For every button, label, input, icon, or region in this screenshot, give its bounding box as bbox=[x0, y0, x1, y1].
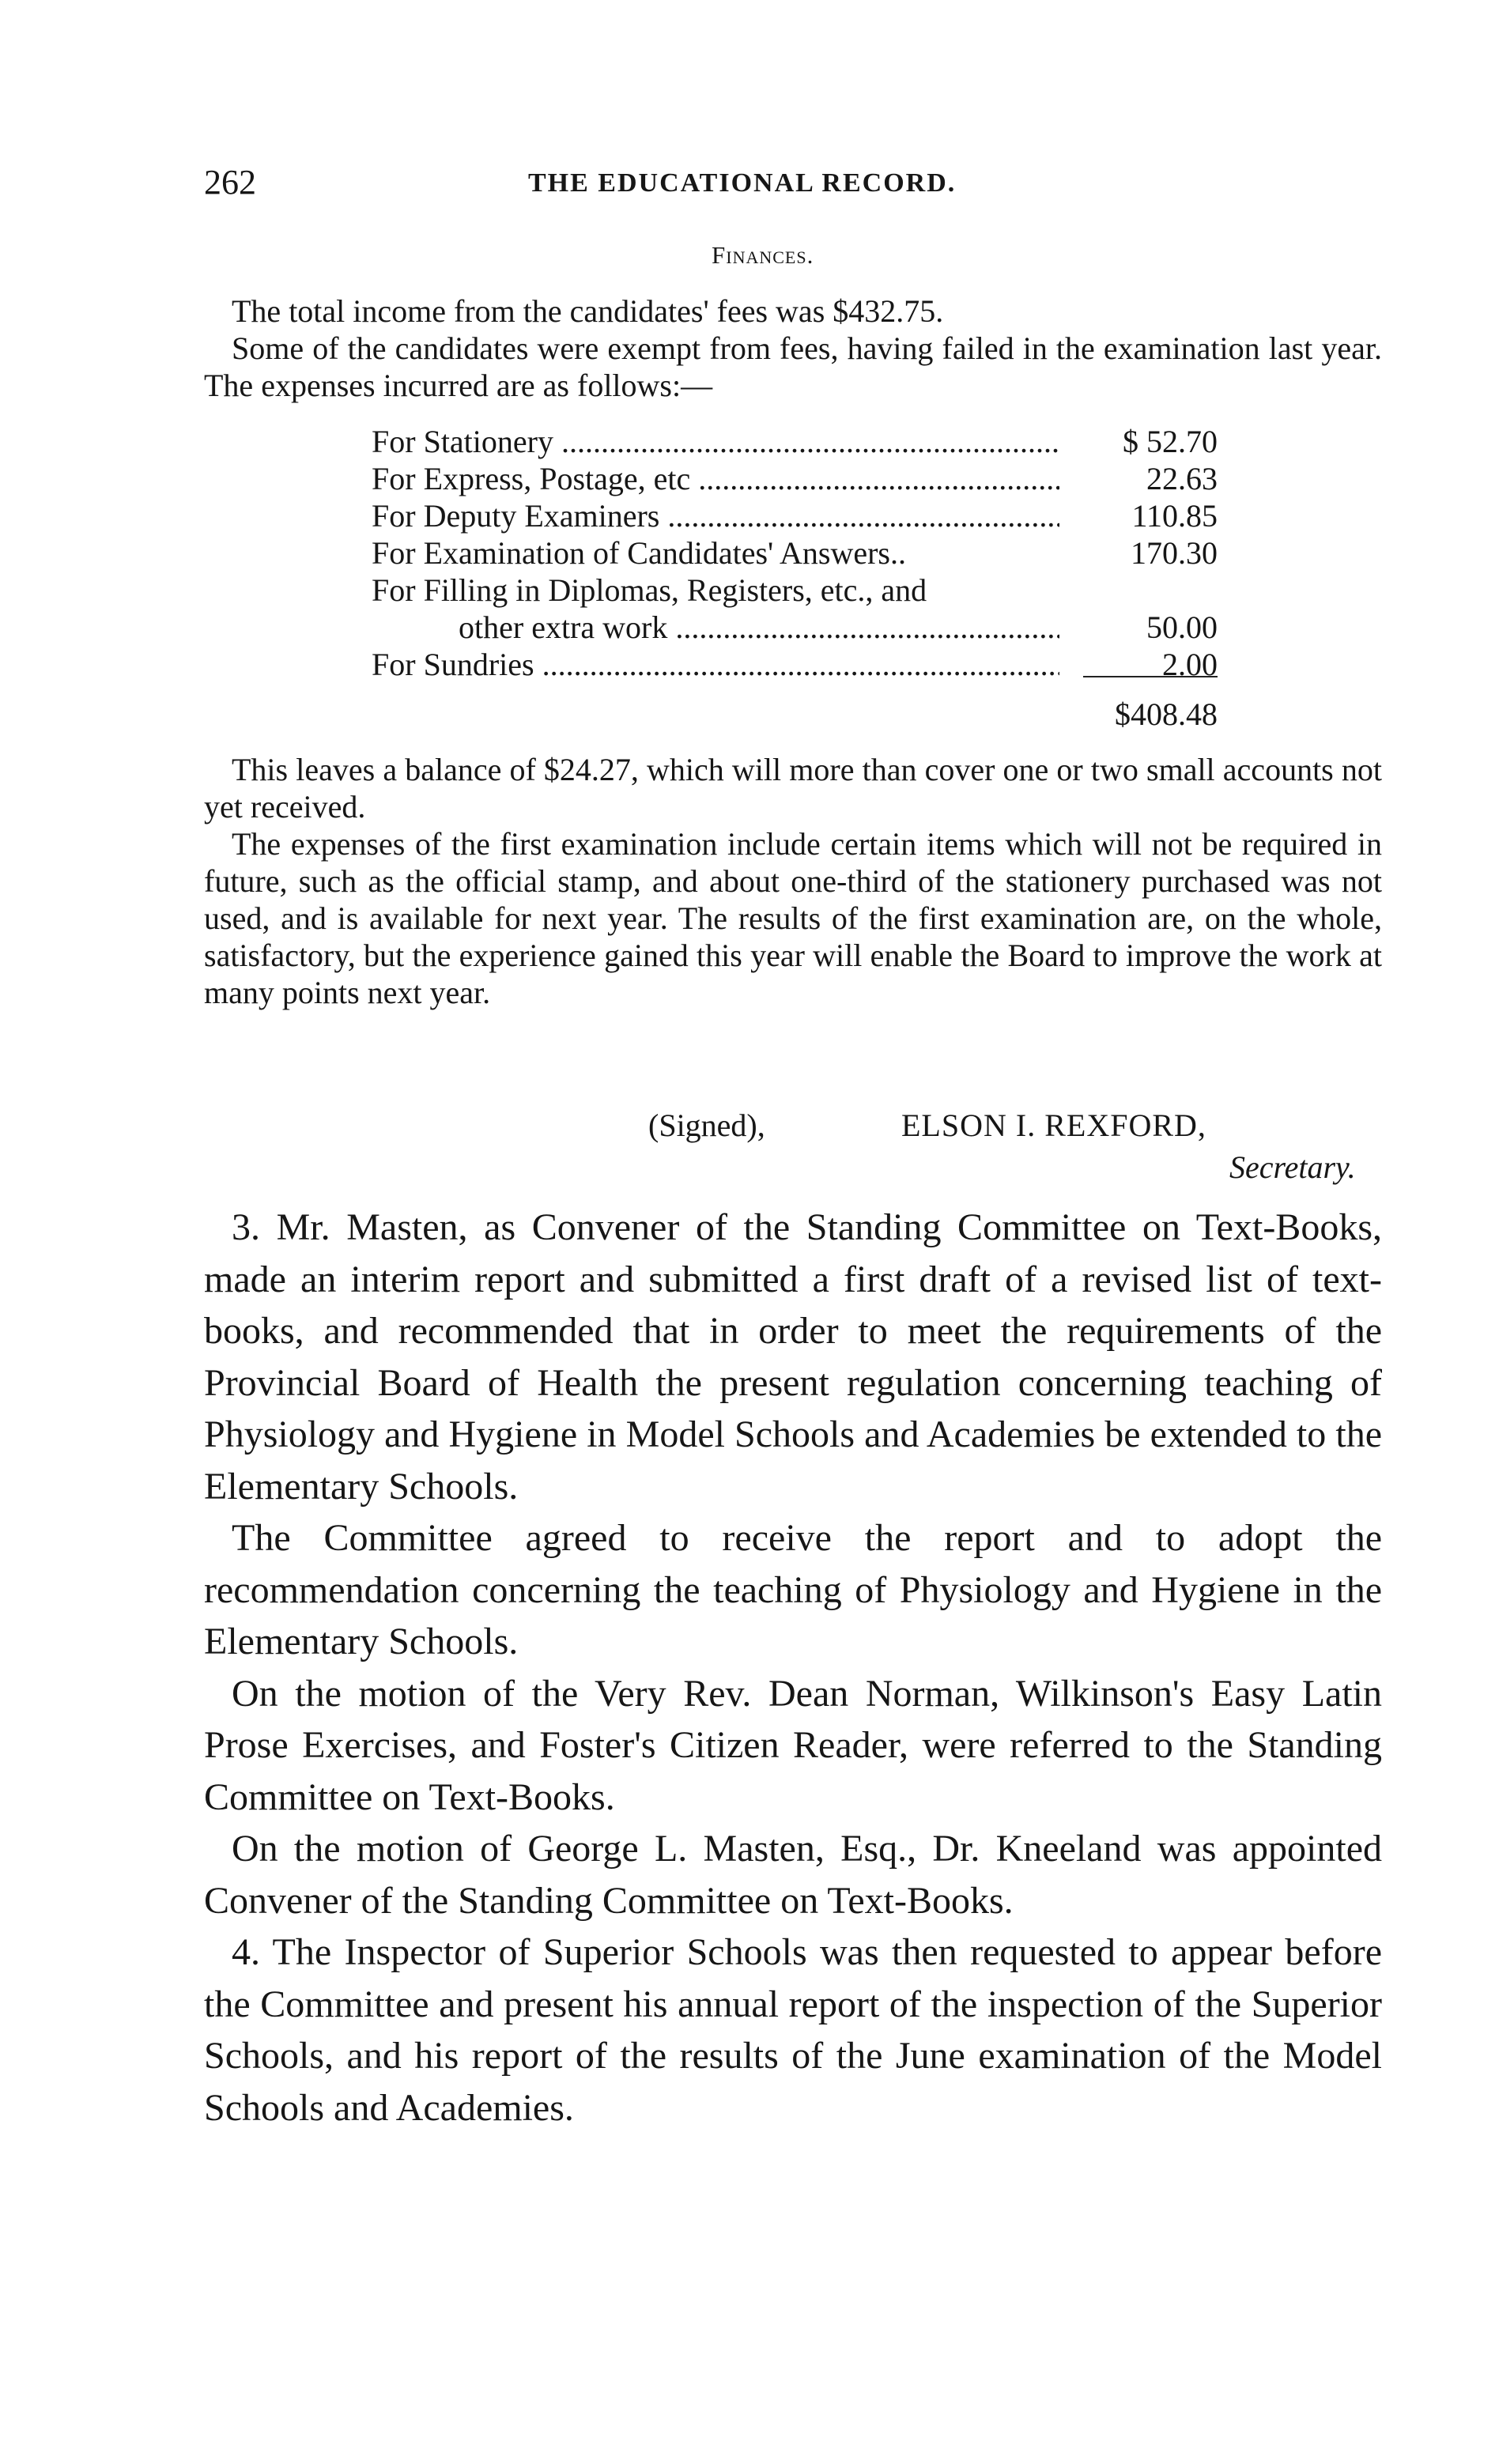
finances-notes bbox=[204, 751, 1382, 1011]
signed-label: (Signed), bbox=[648, 1107, 765, 1143]
finances-intro bbox=[204, 292, 1382, 404]
body-paragraph: On the motion of George L. Masten, Esq., Dr. Kneeland was appointed Convener of the Standing Committee on Text-Books. bbox=[204, 1828, 1382, 1922]
expense-label: For Filling in Diplomas, Registers, etc., and bbox=[372, 572, 927, 608]
expense-amount: 50.00 bbox=[1146, 609, 1218, 645]
body-paragraph: On the motion of the Very Rev. Dean Norman, Wilkinson's Easy Latin Prose Exercises, and Foster's Citizen Reader, were referred to the Standing Committee on Text-Books. bbox=[204, 1672, 1382, 1818]
body-paragraph: 3. Mr. Masten, as Convener of the Standing Committee on Text-Books, made an interim report and submitted a first draft of a revised list of text-books, and recommended that in order to meet the requirements of the Provincial Board of Health the present regulation concerning teaching of Physiology and Hygiene in Model Schools and Academies be extended to the Elementary Schools. bbox=[204, 1206, 1382, 1507]
running-head: THE EDUCATIONAL RECORD. bbox=[528, 168, 957, 198]
expense-table bbox=[372, 423, 1218, 683]
expense-amount: 110.85 bbox=[1131, 498, 1218, 534]
expense-total: $408.48 bbox=[1115, 696, 1218, 732]
section-heading: Finances. bbox=[712, 241, 814, 269]
expense-label: For Deputy Examiners ..... bbox=[372, 497, 1059, 534]
expense-row bbox=[372, 423, 1218, 460]
expense-row bbox=[372, 609, 1218, 646]
body-paragraph: 4. The Inspector of Superior Schools was then requested to appear before the Committee and present his annual report of the inspection of the Superior Schools, and his report of the results of the June examination of the Model Schools and Academies. bbox=[204, 1931, 1382, 2129]
expense-amount: 22.63 bbox=[1146, 461, 1218, 496]
signer-title: Secretary. bbox=[1229, 1149, 1356, 1185]
expense-label: For Sundries ..... bbox=[372, 646, 1059, 683]
balance-paragraph: This leaves a balance of $24.27, which will more than cover one or two small accounts not yet received. bbox=[204, 752, 1382, 824]
total-rule bbox=[1083, 676, 1218, 677]
notes-paragraph: The expenses of the first examination include certain items which will not be required in future, such as the official stamp, and about one-third of the stationery purchased was not used, and is available for next year. The results of the first examination are, on the whole, satisfactory, but the experience gained this year will enable the Board to improve the work at many points next year. bbox=[204, 826, 1382, 1010]
expense-label: other extra work ..... bbox=[372, 609, 1059, 646]
expense-row bbox=[372, 497, 1218, 534]
minutes-body bbox=[204, 1202, 1382, 2134]
expense-amount: 2.00 bbox=[1162, 647, 1218, 682]
signer-name: ELSON I. REXFORD, bbox=[901, 1107, 1206, 1143]
expense-row bbox=[372, 572, 1218, 609]
income-line: The total income from the candidates' fees was $432.75. bbox=[232, 293, 944, 329]
expense-label: For Stationery ..... bbox=[372, 423, 1059, 460]
expense-amount: $ 52.70 bbox=[1123, 424, 1218, 459]
expense-label: For Express, Postage, etc ..... bbox=[372, 460, 1059, 497]
page-number: 262 bbox=[204, 163, 256, 202]
expense-amount: 170.30 bbox=[1131, 535, 1218, 571]
expense-row bbox=[372, 460, 1218, 497]
body-paragraph: The Committee agreed to receive the report and to adopt the recommendation concerning the teaching of Physiology and Hygiene in the Elementary Schools. bbox=[204, 1517, 1382, 1662]
exempt-line: Some of the candidates were exempt from fees, having failed in the examination last year. The expenses incurred are as follows:— bbox=[204, 330, 1382, 403]
expense-row bbox=[372, 534, 1218, 572]
page-header bbox=[204, 162, 1382, 209]
expense-label: For Examination of Candidates' Answers.. bbox=[372, 535, 906, 571]
